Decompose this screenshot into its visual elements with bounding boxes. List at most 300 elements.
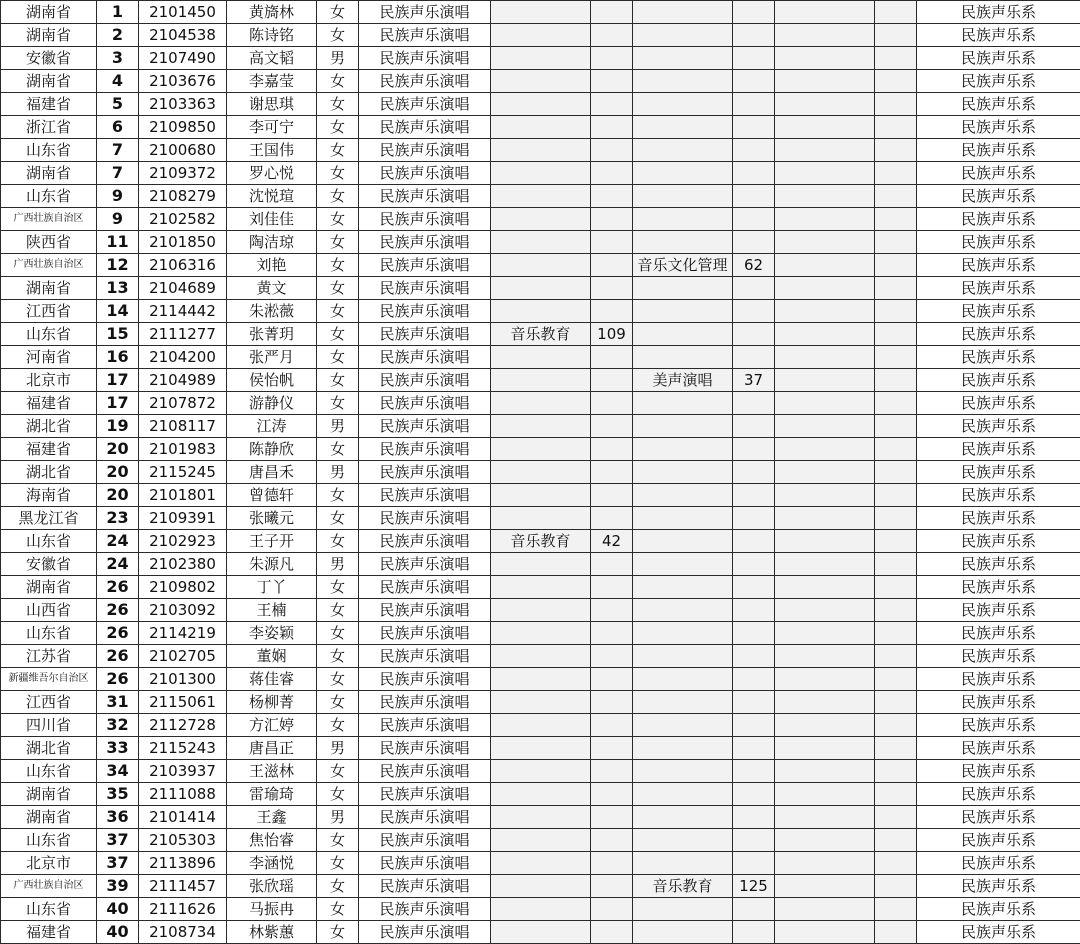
rank-cell: 9 [97,208,139,231]
exam-id-cell: 2101300 [139,668,227,691]
province-cell: 山东省 [1,622,97,645]
alt-rank-1-cell [591,231,633,254]
department-cell: 民族声乐系 [917,576,1080,599]
empty-cell [775,668,875,691]
major-cell: 民族声乐演唱 [359,806,491,829]
alt-rank-1-cell [591,484,633,507]
gender-cell: 女 [317,231,359,254]
alt-rank-2-cell [733,806,775,829]
department-cell: 民族声乐系 [917,254,1080,277]
province-cell: 湖北省 [1,461,97,484]
department-cell: 民族声乐系 [917,530,1080,553]
province-cell: 江西省 [1,691,97,714]
alt-major-1-cell [491,645,591,668]
major-cell: 民族声乐演唱 [359,553,491,576]
student-name-cell: 游静仪 [227,392,317,415]
student-name-cell: 王国伟 [227,139,317,162]
province-cell: 黑龙江省 [1,507,97,530]
exam-id-cell: 2111088 [139,783,227,806]
alt-rank-1-cell [591,116,633,139]
student-name-cell: 刘佳佳 [227,208,317,231]
empty-cell [875,1,917,24]
alt-major-1-cell [491,622,591,645]
department-cell: 民族声乐系 [917,277,1080,300]
province-cell: 北京市 [1,852,97,875]
gender-cell: 女 [317,277,359,300]
department-cell: 民族声乐系 [917,553,1080,576]
alt-major-1-cell: 音乐教育 [491,530,591,553]
province-cell: 山西省 [1,599,97,622]
alt-major-2-cell [633,645,733,668]
alt-major-2-cell [633,231,733,254]
alt-major-2-cell [633,438,733,461]
major-cell: 民族声乐演唱 [359,921,491,944]
alt-major-2-cell [633,783,733,806]
alt-rank-1-cell [591,1,633,24]
alt-major-1-cell [491,162,591,185]
major-cell: 民族声乐演唱 [359,829,491,852]
empty-cell [775,737,875,760]
rank-cell: 7 [97,139,139,162]
alt-major-2-cell [633,116,733,139]
gender-cell: 女 [317,668,359,691]
table-row [1,392,1080,415]
gender-cell: 女 [317,898,359,921]
table-row [1,415,1080,438]
province-cell: 广西壮族自治区 [1,254,97,277]
alt-rank-2-cell [733,185,775,208]
empty-cell [875,461,917,484]
major-cell: 民族声乐演唱 [359,116,491,139]
rank-cell: 31 [97,691,139,714]
exam-id-cell: 2104989 [139,369,227,392]
empty-cell [875,369,917,392]
alt-rank-2-cell [733,461,775,484]
rank-cell: 26 [97,645,139,668]
province-cell: 广西壮族自治区 [1,875,97,898]
gender-cell: 男 [317,553,359,576]
department-cell: 民族声乐系 [917,645,1080,668]
department-cell: 民族声乐系 [917,875,1080,898]
empty-cell [775,760,875,783]
student-name-cell: 唐昌正 [227,737,317,760]
alt-rank-1-cell [591,24,633,47]
exam-id-cell: 2107490 [139,47,227,70]
student-name-cell: 张曦元 [227,507,317,530]
department-cell: 民族声乐系 [917,599,1080,622]
alt-rank-2-cell [733,898,775,921]
empty-cell [775,599,875,622]
student-name-cell: 丁丫 [227,576,317,599]
student-name-cell: 张欣瑶 [227,875,317,898]
exam-id-cell: 2115245 [139,461,227,484]
province-cell: 安徽省 [1,553,97,576]
table-row [1,760,1080,783]
table-row [1,116,1080,139]
alt-major-2-cell [633,714,733,737]
gender-cell: 女 [317,70,359,93]
province-cell: 湖南省 [1,806,97,829]
department-cell: 民族声乐系 [917,1,1080,24]
rank-cell: 20 [97,438,139,461]
alt-rank-1-cell [591,691,633,714]
empty-cell [775,254,875,277]
gender-cell: 女 [317,162,359,185]
province-cell: 湖南省 [1,162,97,185]
gender-cell: 男 [317,47,359,70]
alt-rank-2-cell [733,231,775,254]
exam-id-cell: 2100680 [139,139,227,162]
empty-cell [775,898,875,921]
alt-major-1-cell [491,254,591,277]
table-row [1,622,1080,645]
alt-major-1-cell [491,668,591,691]
empty-cell [875,875,917,898]
alt-major-2-cell [633,346,733,369]
table-row [1,668,1080,691]
alt-major-2-cell [633,392,733,415]
province-cell: 湖南省 [1,1,97,24]
empty-cell [875,415,917,438]
province-cell: 湖南省 [1,277,97,300]
exam-id-cell: 2107872 [139,392,227,415]
rank-cell: 37 [97,852,139,875]
gender-cell: 女 [317,323,359,346]
alt-major-1-cell [491,24,591,47]
exam-id-cell: 2111457 [139,875,227,898]
student-name-cell: 陈静欣 [227,438,317,461]
alt-rank-2-cell [733,70,775,93]
alt-rank-2-cell [733,576,775,599]
major-cell: 民族声乐演唱 [359,783,491,806]
alt-rank-1-cell [591,277,633,300]
exam-id-cell: 2109372 [139,162,227,185]
student-name-cell: 李嘉莹 [227,70,317,93]
alt-rank-2-cell [733,139,775,162]
major-cell: 民族声乐演唱 [359,714,491,737]
alt-major-2-cell [633,24,733,47]
alt-major-1-cell [491,93,591,116]
empty-cell [875,760,917,783]
exam-id-cell: 2115061 [139,691,227,714]
alt-major-1-cell [491,369,591,392]
empty-cell [875,139,917,162]
exam-id-cell: 2106316 [139,254,227,277]
table-row [1,139,1080,162]
department-cell: 民族声乐系 [917,622,1080,645]
alt-rank-2-cell [733,783,775,806]
table-row [1,714,1080,737]
exam-id-cell: 2112728 [139,714,227,737]
alt-major-1-cell [491,47,591,70]
alt-major-1-cell [491,208,591,231]
alt-major-2-cell [633,829,733,852]
table-row [1,185,1080,208]
empty-cell [775,47,875,70]
province-cell: 山东省 [1,139,97,162]
alt-rank-1-cell [591,461,633,484]
province-cell: 福建省 [1,93,97,116]
alt-major-1-cell [491,898,591,921]
alt-major-2-cell [633,691,733,714]
alt-major-2-cell [633,1,733,24]
student-name-cell: 王滋林 [227,760,317,783]
alt-rank-1-cell [591,806,633,829]
major-cell: 民族声乐演唱 [359,70,491,93]
table-row [1,530,1080,553]
empty-cell [775,139,875,162]
department-cell: 民族声乐系 [917,438,1080,461]
alt-rank-1-cell [591,553,633,576]
alt-rank-1-cell [591,70,633,93]
empty-cell [775,185,875,208]
rank-cell: 3 [97,47,139,70]
rank-cell: 40 [97,898,139,921]
table-row [1,599,1080,622]
alt-rank-1-cell [591,93,633,116]
rank-cell: 6 [97,116,139,139]
alt-rank-1-cell [591,829,633,852]
table-row [1,162,1080,185]
department-cell: 民族声乐系 [917,323,1080,346]
province-cell: 湖南省 [1,576,97,599]
table-row [1,300,1080,323]
exam-id-cell: 2101850 [139,231,227,254]
table-row [1,829,1080,852]
alt-rank-2-cell [733,691,775,714]
gender-cell: 女 [317,346,359,369]
table-row [1,369,1080,392]
alt-major-2-cell [633,300,733,323]
student-name-cell: 李姿颖 [227,622,317,645]
alt-rank-2-cell: 125 [733,875,775,898]
alt-major-1-cell [491,714,591,737]
alt-major-1-cell [491,806,591,829]
gender-cell: 男 [317,415,359,438]
alt-major-1-cell [491,438,591,461]
empty-cell [775,829,875,852]
major-cell: 民族声乐演唱 [359,737,491,760]
alt-major-1-cell [491,116,591,139]
student-name-cell: 谢思琪 [227,93,317,116]
student-name-cell: 王鑫 [227,806,317,829]
exam-id-cell: 2109391 [139,507,227,530]
province-cell: 江西省 [1,300,97,323]
rank-cell: 34 [97,760,139,783]
province-cell: 湖南省 [1,70,97,93]
gender-cell: 男 [317,737,359,760]
exam-id-cell: 2101450 [139,1,227,24]
province-cell: 海南省 [1,484,97,507]
empty-cell [775,415,875,438]
department-cell: 民族声乐系 [917,806,1080,829]
alt-major-2-cell [633,461,733,484]
alt-major-1-cell [491,300,591,323]
empty-cell [875,231,917,254]
table-row [1,783,1080,806]
major-cell: 民族声乐演唱 [359,47,491,70]
rank-cell: 32 [97,714,139,737]
alt-rank-1-cell [591,47,633,70]
gender-cell: 男 [317,806,359,829]
alt-rank-1-cell [591,507,633,530]
table-row [1,93,1080,116]
gender-cell: 女 [317,185,359,208]
empty-cell [875,829,917,852]
rank-cell: 40 [97,921,139,944]
empty-cell [775,875,875,898]
alt-rank-2-cell [733,714,775,737]
table-row [1,921,1080,944]
student-name-cell: 朱淞薇 [227,300,317,323]
alt-major-2-cell [633,93,733,116]
alt-major-2-cell [633,277,733,300]
major-cell: 民族声乐演唱 [359,139,491,162]
alt-rank-2-cell [733,507,775,530]
empty-cell [775,392,875,415]
exam-id-cell: 2103363 [139,93,227,116]
exam-id-cell: 2114442 [139,300,227,323]
student-name-cell: 高文韬 [227,47,317,70]
empty-cell [875,622,917,645]
alt-major-1-cell [491,829,591,852]
gender-cell: 女 [317,392,359,415]
alt-rank-1-cell [591,208,633,231]
exam-id-cell: 2101414 [139,806,227,829]
empty-cell [875,162,917,185]
student-name-cell: 李涵悦 [227,852,317,875]
empty-cell [775,300,875,323]
major-cell: 民族声乐演唱 [359,461,491,484]
table-row [1,875,1080,898]
department-cell: 民族声乐系 [917,24,1080,47]
alt-rank-2-cell [733,93,775,116]
student-name-cell: 张菁玥 [227,323,317,346]
alt-rank-1-cell [591,599,633,622]
province-cell: 山东省 [1,185,97,208]
alt-rank-1-cell [591,438,633,461]
empty-cell [775,70,875,93]
table-body [1,1,1080,944]
alt-rank-1-cell [591,645,633,668]
exam-id-cell: 2101983 [139,438,227,461]
major-cell: 民族声乐演唱 [359,875,491,898]
empty-cell [775,1,875,24]
gender-cell: 女 [317,507,359,530]
alt-rank-1-cell: 42 [591,530,633,553]
alt-rank-2-cell [733,208,775,231]
alt-rank-1-cell: 109 [591,323,633,346]
empty-cell [775,93,875,116]
department-cell: 民族声乐系 [917,369,1080,392]
rank-cell: 4 [97,70,139,93]
major-cell: 民族声乐演唱 [359,898,491,921]
student-name-cell: 焦怡睿 [227,829,317,852]
empty-cell [775,691,875,714]
alt-major-2-cell [633,760,733,783]
province-cell: 广西壮族自治区 [1,208,97,231]
province-cell: 山东省 [1,530,97,553]
gender-cell: 女 [317,1,359,24]
empty-cell [775,714,875,737]
empty-cell [775,461,875,484]
empty-cell [875,921,917,944]
alt-major-1-cell [491,691,591,714]
student-name-cell: 朱源凡 [227,553,317,576]
exam-id-cell: 2102380 [139,553,227,576]
empty-cell [775,921,875,944]
alt-major-1-cell [491,231,591,254]
student-name-cell: 方汇婷 [227,714,317,737]
alt-rank-2-cell [733,47,775,70]
alt-major-2-cell [633,484,733,507]
department-cell: 民族声乐系 [917,70,1080,93]
alt-major-1-cell [491,346,591,369]
department-cell: 民族声乐系 [917,162,1080,185]
exam-id-cell: 2104689 [139,277,227,300]
alt-major-1-cell [491,392,591,415]
province-cell: 安徽省 [1,47,97,70]
gender-cell: 女 [317,760,359,783]
province-cell: 四川省 [1,714,97,737]
exam-id-cell: 2102923 [139,530,227,553]
rank-cell: 9 [97,185,139,208]
alt-rank-2-cell [733,1,775,24]
alt-major-2-cell [633,576,733,599]
student-name-cell: 黄旖林 [227,1,317,24]
exam-id-cell: 2105303 [139,829,227,852]
alt-major-1-cell [491,185,591,208]
empty-cell [875,645,917,668]
table-row [1,231,1080,254]
gender-cell: 女 [317,369,359,392]
province-cell: 福建省 [1,438,97,461]
major-cell: 民族声乐演唱 [359,346,491,369]
student-name-cell: 蒋佳睿 [227,668,317,691]
gender-cell: 女 [317,622,359,645]
empty-cell [775,24,875,47]
alt-major-1-cell [491,484,591,507]
alt-major-2-cell [633,415,733,438]
table-row [1,898,1080,921]
alt-rank-2-cell [733,921,775,944]
table-row [1,852,1080,875]
department-cell: 民族声乐系 [917,415,1080,438]
alt-rank-2-cell [733,415,775,438]
department-cell: 民族声乐系 [917,231,1080,254]
department-cell: 民族声乐系 [917,829,1080,852]
alt-rank-2-cell [733,852,775,875]
alt-major-2-cell [633,162,733,185]
province-cell: 山东省 [1,829,97,852]
student-name-cell: 王楠 [227,599,317,622]
exam-id-cell: 2102582 [139,208,227,231]
alt-rank-1-cell [591,622,633,645]
rank-cell: 17 [97,369,139,392]
rank-cell: 33 [97,737,139,760]
rank-cell: 24 [97,553,139,576]
province-cell: 浙江省 [1,116,97,139]
department-cell: 民族声乐系 [917,691,1080,714]
alt-major-1-cell [491,875,591,898]
empty-cell [875,691,917,714]
alt-rank-1-cell [591,254,633,277]
alt-major-1-cell [491,599,591,622]
major-cell: 民族声乐演唱 [359,691,491,714]
alt-rank-1-cell [591,783,633,806]
major-cell: 民族声乐演唱 [359,323,491,346]
major-cell: 民族声乐演唱 [359,185,491,208]
